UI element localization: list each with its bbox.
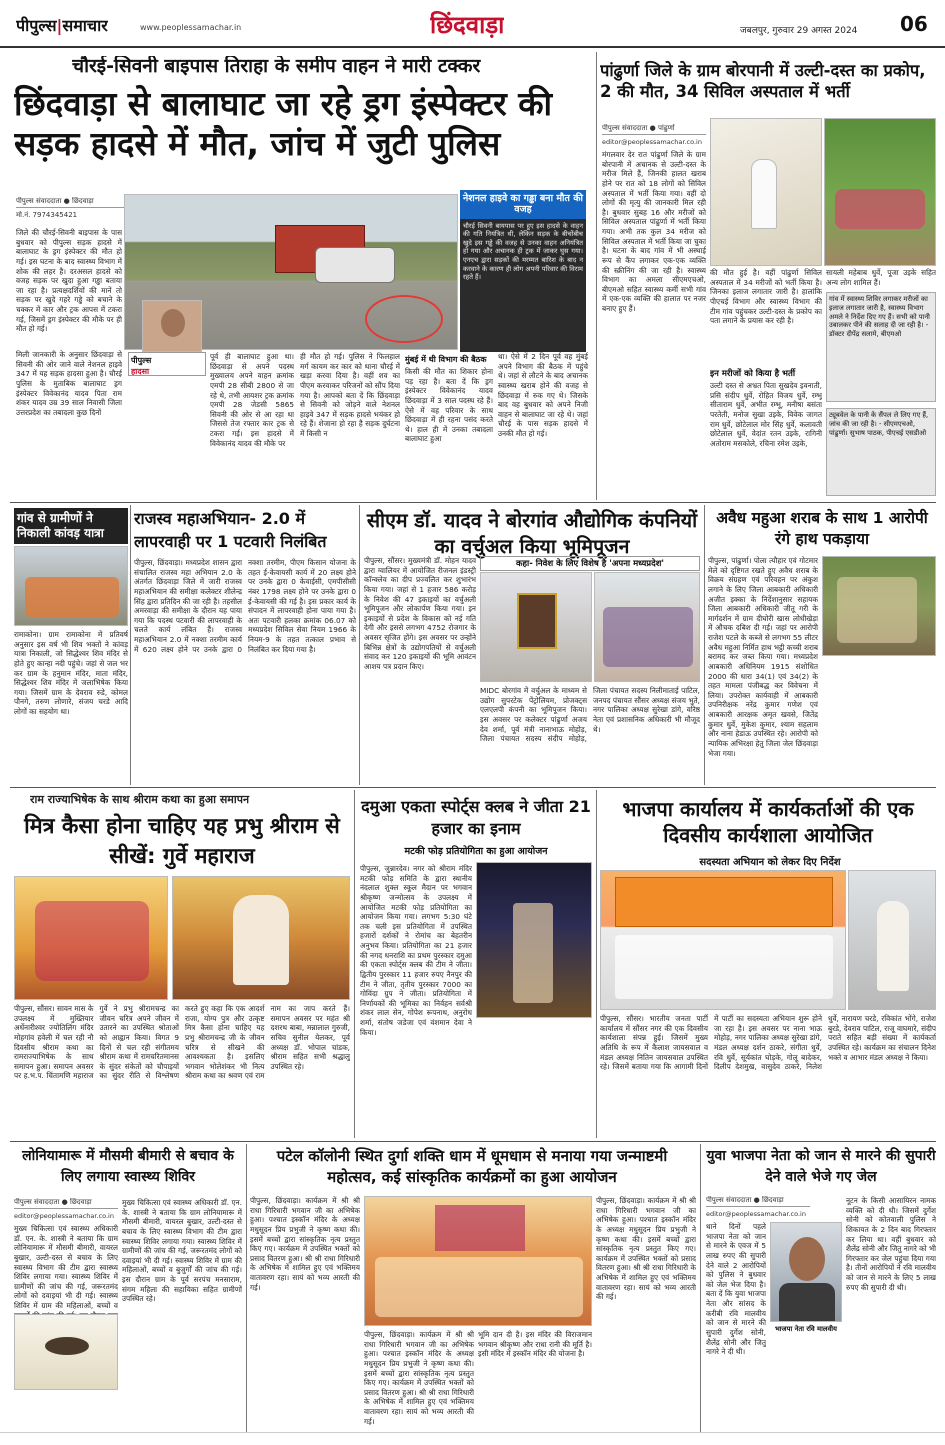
brand-name: पीपुल्स <box>16 16 57 35</box>
bjp-photo <box>600 870 846 1010</box>
bjp-sub: सदस्यता अभियान को लेकर दिए निर्देश <box>699 857 841 868</box>
health-headline: लोनियामारू में मौसमी बीमारी से बचाव के लिए लगाया स्वास्थ्य शिविर <box>22 1148 234 1185</box>
durga-headline: पटेल कॉलोनी स्थित दुर्गा शक्ति धाम में धूमधाम से मनाया गया जन्माष्टमी महोत्सव, कई सांस्कृतिक कार्यक्रमों का हुआ आयोजन <box>276 1147 668 1187</box>
liquor-headline: अवैध महुआ शराब के साथ 1 आरोपी रंगे हाथ पकड़ाया <box>716 509 928 548</box>
bjp-text: पीपुल्स, सौंसर। भारतीय जनता पार्टी कार्यालय में सौंसर नगर की एक दिवसीय कार्यशाला संपन्न हुई। जिसमें मुख्य अतिथि के रूप में कैलाश जायसवाल व मंडल अध्यक्ष नितिन जायसवाल उपस्थित रहे। जिसमें बताया गया कि आगामी दिनों में पार्टी का सदस्यता अभियान शुरू होने जा रहा है। इस अवसर पर नाना भाऊ मोहोड़, नगर पालिका अध्यक्ष सुरेखा डांगे, मंडल अध्यक्ष दर्शन ठाकरे, संगीता धुर्वे, रवि धुर्वे, सूर्यकांत घोड़के, गोलू बादेकर, दिलीप देशमुख, वासुदेव ठाकरे, निलेश धुर्वे, नारायण चरडे, रविकांत भोंगे, राजेश बुरडे, देवराव पाटिल, राजू वाघमारे, संदीप पराते सहित बड़ी संख्या में कार्यकर्ता उपस्थित रहे। कार्यक्रम का संचालन दिनेश भक्ते व आभार मंडल अध्यक्ष ने किया। <box>600 1014 936 1072</box>
lead-side-box <box>460 190 586 352</box>
deity-figures <box>35 901 149 981</box>
pandhurna-byline: पीपुल्स संवाददाता ● पांढुर्णा <box>602 124 706 135</box>
pandhurna-col3-wrap <box>710 366 822 498</box>
pandhurna-col4: सायली महेबाब धुर्वे, पूजा उइके सहित अन्य लोग शामिल हैं। <box>826 268 936 287</box>
masthead <box>0 0 945 48</box>
revenue-text: पीपुल्स, छिंदवाड़ा। मध्यप्रदेश शासन द्वारा संचालित राजस्व महा अभियान 2.0 के अंतर्गत छिंदवाड़ा जिले में जारी राजस्व महाअभियान की समीक्षा कलेक्टर शीलेन्द्र सिंह द्वारा प्रतिदिन की जा रही है। तहसील अमरवाड़ा की समीक्षा के दौरान यह पाया गया कि पदस्थ पटवारी की लापरवाही के चलते कार्य लंबित हैं। राजस्व महाअभियान 2.0 में नक्शा तरमीम कार्य में 620 लक्ष्य होने पर उनके द्वारा 0 नक्शा तरमीम, पीएम किसान योजना के तहत ई-केवायसी कार्य में 20 लक्ष्य होने पर उनके द्वारा 0 केवाईसी, एमपीसीसी नंबर 1798 लक्ष्य होने पर उनके द्वारा 0 ई-केवायसी की गई है। इस प्रकार कार्य के संपादन में लापरवाही होना पाया गया है। अतः पटवारी हलका क्रमांक 06.07 को मध्यप्रदेश सिविल सेवा नियम 1966 के नियम-9 के तहत तत्काल प्रभाव से निलंबित कर दिया गया है। <box>134 558 356 654</box>
cm-caption: MIDC बोरगांव में वर्चुअल के माध्यम से उद्योग सुपरटेक पेंट्रोलियम, प्रोजक्ट्स एलएलपी कंपनी का भूमिपूजन किया। इस अवसर पर कलेक्टर पांढुर्णा अजय देव शर्मा, पूर्व मंत्री नानाभाऊ मोहोड़, जिला पंचायत सदस्य संदीप मोहोड़, जिला पंचायत सदस्य निलीमाताई पाटिल, जनपद पंचायत सौंसर अध्यक्ष संजय भुते, नगर पालिका अध्यक्ष सुरेखा डांगे, वरिष्ठ नेता एवं प्रशासनिक अधिकारी भी मौजूद थे। <box>480 686 700 744</box>
pandhurna-photo-2 <box>824 118 936 266</box>
victim-photo <box>142 300 202 352</box>
revenue-headline: राजस्व महाअभियान- 2.0 में लापरवाही पर 1 पटवारी निलंबित <box>134 509 327 551</box>
pandhurna-email: editor@peoplessamachar.co.in <box>602 138 702 146</box>
bjp-youth-caption: भाजपा नेता रवि मालवीय <box>775 1325 837 1333</box>
stage-backdrop <box>435 1205 525 1251</box>
ram-photo-2 <box>172 876 350 1000</box>
human-pyramid <box>513 903 553 1003</box>
lead-brand-tag <box>128 352 206 376</box>
pandhurna-box1: गांव में स्वास्थ्य शिविर लगाकर मरीजों का इलाज लगातार जारी है, स्वास्थ्य विभाग अमले ने निर्देश दिए गए हैं। सभी को पानी उबालकर पीने की सलाह दी जा रही है। - डॉक्टर दीपेंद्र सलामे, बीएमओ <box>826 292 936 402</box>
health-email: editor@peoplessamachar.co.in <box>14 1212 114 1220</box>
bjp-youth-photo <box>770 1222 842 1322</box>
pandhurna-box2: ट्यूबवेल के पानी के सैंपल ले लिए गए हैं, जांच की जा रही है। - सीएमएचओ, पांढुर्णा। सुभाष पाठक, पीएचई एसडीओ <box>826 408 936 496</box>
lead-kicker: चौरई-सिवनी बाइपास तिराहा के समीप वाहन ने मारी टक्कर <box>72 56 481 77</box>
lead-side-text: चौरई सिवनी बायपास पर हुए इस हादसे के वाहन की गति नियंत्रित थी, लेकिन सड़क के बीचोंबीच खुदे इस गड्ढे की वजह से उनका वाहन अनियंत्रित हो गया और अचानक ही ट्रक में जाकर घुस गया। एनएच द्वारा सड़कों की मरम्मत बारिश के बाद न करवाने के कारण ही लोग अपनी परिवार की विराम रहते हैं। <box>463 221 583 282</box>
dahi-text: पीपुल्स, जुन्नारदेव। नगर को श्रीराम मंदिर मटकी फोड़ समिति के द्वारा स्थानीय नंदलाल शुक्ल स्कूल मैदान पर भगवान श्रीकृष्ण जन्मोत्सव के उपलक्ष्य में आयोजित मटकी फोड़ प्रतियोगिता का आयोजन किया गया। लगभग 5:30 घंटे तक चली इस प्रतियोगिता में उपस्थित हजारों दर्शकों ने रोमांच का बेहतरीन अनुभव किया। प्रतियोगिता का 21 हजार की नगद धनराशि का प्रथम पुरस्कार दमुआ की एकता स्पोर्ट्स क्लब की टीम ने जीता। द्वितीय पुरस्कार 11 हजार रुपए नैनपुर की टीम ने जीता, तृतीय पुरस्कार 7000 का गोविंदा ग्रुप ने जीता। प्रतियोगिता में निर्णायकों की भूमिका का निर्वहन सर्वश्री शंकर लाल सेन, गोपेश रूपनाथ, अनुरोध शर्मा, संतोष जडेजा एवं वंशमान देवा ने किया। <box>360 864 472 1037</box>
bjp-workers-group <box>615 935 833 999</box>
village-photo <box>14 546 128 626</box>
pandhurna-sub: इन मरीजों को किया है भर्ती <box>710 369 796 379</box>
footer-color-bar <box>0 1432 945 1445</box>
cm-text: पीपुल्स, सौंसर। मुख्यमंत्री डॉ. मोहन यादव द्वारा ग्वालियर में आयोजित रीजनल इंडस्ट्री कॉन्क्लेव का दीप प्रज्वलित कर शुभारंभ किया गया। जहां से 1 हजार 586 करोड़ के निवेश की 47 इकाइयों का वर्चुअली भूमिपूजन और लोकार्पण किया गया। इन इकाइयों से प्रदेश के विकास को नई गति देगी और इससे लगभग 4752 रोजगार के अवसर सृजित होंगे। इस अवसर पर उन्होंने बिभिन्न क्षेत्रों के उद्योगपतियों से वर्चुअली संवाद कर 120 इकाइयों की भूमि आवंटन आशय पत्र प्रदान किए। <box>364 556 476 671</box>
website-url: www.peoplessamachar.in <box>140 23 242 32</box>
pandhurna-photo-1 <box>710 118 822 266</box>
durga-text-3: पीपुल्स, छिंदवाड़ा। कार्यक्रम में श्री श्री राधा गिरिधारी भगवान जी का अभिषेक हुआ। पश्चात इस्कॉन मंदिर के अध्यक्ष मधुसूदन प्रिय प्रभुजी ने कृष्ण कथा की। इसमें बच्चों द्वारा सांस्कृतिक नृत्य प्रस्तुत किए गए। कार्यक्रम में उपस्थित भक्तों को प्रसाद वितरण हुआ। श्री श्री राधा गिरिधारी के अभिषेक में शामिल हुए एवं भक्तिमय वातावरण रहा। सायं को भव्य आरती की गई। <box>596 1196 696 1302</box>
lead-col3-b: ही मौत हो गई। पुलिस ने फिलहाल मर्ग कायम कर कार को थाना चौरई में खड़ा करवा दिया है। वहीं शव का पीएम करवाकर परिजनों को सौंप दिया गया है। आपको बता दें कि छिंदवाड़ा से सिवनी को जोड़ने वाले नेशनल हाइवे 347 में सड़क हादसे भयंकर हो रहे हैं। शेजाना हो रहा है सड़क दुर्घटना में किसी न <box>300 352 400 438</box>
bjp-youth-text: थाने दिनों पहले भाजपा नेता को जान से मारने के एवज में 5 लाख रुपए की सुपारी देने वाले 2 आरोपियों को पुलिस ने बुधवार को जेल भेज दिया है। बता दें कि युवा भाजपा नेता और सांसद के करीबी रवि मालवीय को जान से मारने की सुपारी दुर्गेश सोनी, शैलेंद्र सोनी और जितु नागरे ने दी थी। <box>706 1222 766 1357</box>
lead-tag: हादसा <box>131 367 150 376</box>
lead-headline: छिंदवाड़ा से बालाघाट जा रहे ड्रग इंस्पेक्टर की सड़क हादसे में मौत, जांच में जुटी पुलिस <box>14 84 553 164</box>
dateline: जबलपुर, गुरुवार 29 अगस्त 2024 <box>740 26 858 36</box>
bjp-youth-headline: युवा भाजपा नेता को जान से मारने की सुपारी देने वाले भेजे गए जेल <box>706 1148 936 1185</box>
ram-text: पीपुल्स, सौंसर। सावन मास के उपलक्ष्य में मुख्तियार अर्धेनारीश्वर ज्योतिलिंग मंदिर मोहगांव हवेली में चल रही नौ दिवसीय श्रीराम कथा का रामराज्याभिषेक के साथ समापन हुआ। समापन अवसर पर ह.भ.प. चिंतामणि महाराज गुर्वे ने प्रभु श्रीरामचन्द्र का जीवन चरित्र अपने जीवन में उतारने का उपस्थित श्रोताओं को आह्वान किया। विगत 9 दिनों से चल रही संगीतमय श्रीराम कथा में रामचरितमानस के सुंदर संकेतों को चौपाइयों का सुंदर रीति से विश्लेषण करते हुए कहा कि एक आदर्श राजा, योग्य पुत्र और उत्कृष्ट मित्र कैसा होना चाहिए यह प्रभु श्रीरामचन्द्र जी के जीवन चरित्र से सीखने की आवश्यकता है। इसलिए भगवान भोलेशंकर भी नित्य श्रीराम कथा का श्रवण एवं राम नाम का जाप करते हैं। समापन अवसर पर महंत श्री दशरथ बाबा, मन्नालाल गुरुजी, सचिव सुनील येलकर, पूर्व अध्यक्ष डॉ. भोपाल चांडक, श्रीराम सहित सभी श्रद्धालु उपस्थित रहे। <box>14 1004 350 1081</box>
bjp-youth-email: editor@peoplessamachar.co.in <box>706 1210 806 1218</box>
pandhurna-col2: की मौत हुई है। वहीं पांढुर्णा सिविल अस्पताल में 34 मरीजों को भर्ती किया है। जिनका इलाज लगातार जारी है। हालांकि पीएचई विभाग और स्वास्थ्य विभाग की टीम गांव पहुंचकर उल्टी-दस्त के प्रकोप का पता लगाने के प्रयास कर रही है। <box>710 268 822 326</box>
cm-photo-1 <box>480 572 592 682</box>
village-crowd <box>835 189 925 229</box>
ram-headline: मित्र कैसा होना चाहिए यह प्रभु श्रीराम से सीखें: गुर्वे महाराज <box>24 814 340 870</box>
ram-photo-1 <box>14 876 168 1000</box>
excise-officers <box>837 577 917 643</box>
lead-mobile: मो.नं. 7974345421 <box>16 211 78 219</box>
lead-col1b: मिली जानकारी के अनुसार छिंदवाड़ा से सिवनी की ओर जाने वाले नेशनल हाइवे 347 में यह सड़क हादसा हुआ है। चौरई पुलिस के मुताबिक बालाघाट ड्रग इंस्पेक्टर विवेकानंद यादव पिता राम शंकर यादव उम्र 39 साल निवासी जिला उत्तरप्रदेश का तबादला कुछ दिनों <box>16 350 122 417</box>
cm-photo-2 <box>594 572 700 682</box>
health-byline: पीपुल्स संवाददाता ● छिंदवाड़ा <box>14 1198 118 1209</box>
section-title: छिंदवाड़ा <box>430 11 505 39</box>
lead-col5: था। ऐसे में 2 दिन पूर्व वह मुंबई अपने विभाग की बैठक में पहुंचे थे। जहां से लौटने के बाद अचानक स्वास्थ्य खराब होने की वजह से छिंदवाड़ा में रुक गए थे। जिसके बाद वह बुधवार को अपने निजी वाहन से बालाघाट जा रहे थे। जहां चौरई के पास सड़क हादसे में उनकी मौत हो गई। <box>498 352 588 438</box>
victim-face-icon <box>161 309 185 337</box>
pothole-circle <box>365 295 443 343</box>
durga-text: पीपुल्स, छिंदवाड़ा। कार्यक्रम में श्री श्री राधा गिरिधारी भगवान जी का अभिषेक हुआ। पश्चात इस्कॉन मंदिर के अध्यक्ष मधुसूदन प्रिय प्रभुजी ने कृष्ण कथा की। इसमें बच्चों द्वारा सांस्कृतिक नृत्य प्रस्तुत किए गए। कार्यक्रम में उपस्थित भक्तों को प्रसाद वितरण हुआ। श्री श्री राधा गिरिधारी के अभिषेक में शामिल हुए एवं भक्तिमय वातावरण रहा। सायं को भव्य आरती की गई। <box>250 1196 360 1292</box>
health-text: मुख्य चिकित्सा एवं स्वास्थ्य अधिकारी डॉ. एन. के. शास्त्री ने बताया कि ग्राम लोनियामारू में मौसमी बीमारी, वायरल बुखार, उल्टी-दस्त से बचाव के लिए स्वास्थ्य विभाग की टीम द्वारा स्वास्थ्य शिविर लगाया गया। स्वास्थ्य शिविर में ग्रामीणों की जांच की गई, जरूरतमंद लोगों को दवाइयां भी दी गई। स्वास्थ्य शिविर में ग्राम की महिलाओं, बच्चों व <box>14 1224 118 1310</box>
bjp-youth-byline: पीपुल्स संवाददाता ● छिंदवाड़ा <box>706 1196 810 1207</box>
car-shape <box>315 247 395 283</box>
dahi-sub: मटकी फोड़ प्रतियोगिता का हुआ आयोजन <box>404 846 548 857</box>
pilgrims-group <box>25 577 119 617</box>
mosquito-icon <box>45 1337 89 1355</box>
lead-col4-sub: मुंबई में थी विभाग की बैठक <box>405 355 487 364</box>
bjp-headline: भाजपा कार्यालय में कार्यकर्ताओं की एक दिवसीय कार्यशाला आयोजित <box>622 797 914 848</box>
lead-side-caption: नेशनल हाइवे का गड्ढा बना मौत की वजह <box>460 190 586 219</box>
lead-byline: पीपुल्स संवाददाता ● छिंदवाड़ा <box>16 197 126 208</box>
bjp-banner <box>615 877 833 927</box>
health-text-2: मुख्य चिकित्सा एवं स्वास्थ्य अधिकारी डॉ. एन. के. शास्त्री ने बताया कि ग्राम लोनियामारू में मौसमी बीमारी, वायरल बुखार, उल्टी-दस्त से बचाव के लिए स्वास्थ्य विभाग की टीम द्वारा स्वास्थ्य शिविर लगाया गया। स्वास्थ्य शिविर में ग्रामीणों की जांच की गई, जरूरतमंद लोगों को दवाइयां भी दी गई। स्वास्थ्य शिविर में ग्राम की महिलाओं, बच्चों व बुजुर्गों की जांच की गई। इस दौरान ग्राम के पूर्व सरपंच मनसाराम, संगम महिला की सहायिका सहित ग्रामीणों उपस्थित रहे। <box>122 1198 242 1304</box>
page-number: 06 <box>900 12 928 36</box>
durga-photo <box>364 1196 592 1326</box>
doctor-figure <box>751 159 777 229</box>
brand-name-2: समाचार <box>62 16 108 35</box>
masthead-brand: पीपुल्स|समाचार <box>16 16 108 35</box>
cm-headline: सीएम डॉ. यादव ने बोरगांव औद्योगिक कंपनियों का वर्चुअल किया भूमिपूजन <box>366 509 698 558</box>
bjp-leader-figure <box>877 901 909 991</box>
bjp-photo-2 <box>848 870 936 1010</box>
village-headline: गांव से ग्रामीणों ने निकाली कांवड़ यात्रा <box>14 508 128 544</box>
liquor-text: पीपुल्स, पांढुर्णा। पोला त्यौहार एवं गोटमार मेले को दृष्टिगत रखते हुए अवैध शराब के विक्रय संग्रहण एवं परिवहन पर अंकुश लगाने के लिए जिला आबकारी अधिकारी अजीत इक्का के निर्देशानुसार सहायक जिला आबकारी अधिकारी जीतू गरी के मार्गदर्शन में ग्राम दीघोरी खास लोधीखेड़ा में औचक दबिश दी गई। जहां पर आरोपी राजेश पटले के कब्जे से लगभग 55 लीटर अवैध महुआ निर्मित हाथ भट्ठी कच्ची शराब बरामद कर जब्त किया गया। मध्यप्रदेश आबकारी अधिनियम 1915 संशोधित 2000 की धारा 34(1) एवं 34(2) के तहत मामला पंजीबद्ध कर विवेचना में लिया। उपरोक्त कार्यवाही में आबकारी उपनिरीक्षक नरेंद्र कुमार गणेश एवं आबकारी आरक्षक अमृत खवसे, जितेंद्र कुमार धुर्वे, मुकेश कुमार, श्याम सहलाम और नाना हेडाऊ उपस्थित रहे। आरोपी को न्यायिक अभिरक्षा हेतु जिला जेल छिंदवाड़ा भेजा गया। <box>708 556 818 758</box>
cm-sub: कहा- निवेश के लिए विशेष है 'अपना मध्यप्रदेश' <box>480 556 700 571</box>
maharaj-figure <box>233 895 289 985</box>
mosquito-image <box>14 1314 118 1390</box>
foundation-plaque <box>517 593 557 649</box>
lead-col4-wrap <box>405 352 493 496</box>
durga-text-2: पीपुल्स, छिंदवाड़ा। कार्यक्रम में श्री श्री राधा गिरिधारी भगवान जी का अभिषेक हुआ। पश्चात इस्कॉन मंदिर के अध्यक्ष मधुसूदन प्रिय प्रभुजी ने कृष्ण कथा की। इसमें बच्चों द्वारा सांस्कृतिक नृत्य प्रस्तुत किए गए। कार्यक्रम में उपस्थित भक्तों को प्रसाद वितरण हुआ। श्री श्री राधा गिरिधारी के अभिषेक में शामिल हुए एवं भक्तिमय वातावरण रहा। सायं को भव्य आरती की गई। <box>364 1330 474 1426</box>
durga-caption: भूमि दान दी है। इस मंदिर की विराजमान भगवान श्रीकृष्ण और राधा रानी की मूर्ति है। इसी मंदिर में इस्कॉन मंदिर की योजना है। <box>478 1330 592 1359</box>
bjp-youth-text-2: नूटन के किसी आसायिरन नामक व्यक्ति को दी थी। जिसमें दुर्गेश सोनी को कोतवाली पुलिस ने शिकायत के 2 दिन बाद गिरफ्तार कर लिया था। वहीं बुधवार को शैलेंद्र सोनी और जितु नागरे को भी गिरफ्तार कर जेल पहुंचा दिया गया है। तीनों आरोपियों ने रवि मालवीय को जान से मारने के लिए 5 लाख रुपए की सुपारी दी थी। <box>846 1196 936 1292</box>
dahi-headline: दमुआ एकता स्पोर्ट्स क्लब ने जीता 21 हजार का इनाम <box>361 797 591 839</box>
ram-kicker: राम राज्याभिषेक के साथ श्रीराम कथा का हुआ समापन <box>30 793 250 806</box>
pandhurna-headline: पांढुर्णा जिले के ग्राम बोरपानी में उल्टी-दस्त का प्रकोप, 2 की मौत, 34 सिविल अस्पताल में भर्ती <box>600 61 926 102</box>
devotees-gathering <box>375 1257 583 1317</box>
portrait-face <box>789 1237 825 1281</box>
dahi-photo <box>476 862 592 1018</box>
lead-col1: जिले की चौरई-सिवनी बाइपास के पास बुधवार को पीपुल्स सड़क हादसे में बालाघाट के ड्रग इंस्पेक्टर की मौत हो गई। इस घटना के बाद स्वास्थ्य विभाग में शोक की लहर है। दरअसल हादसे को वजह सड़क पर खुदा हुआ गड्ढा बताया जा रहा है। प्रत्यक्षदर्शियों की मानें तो सड़क पर खुदे गहरे गड्ढे को बचाने के चक्कर में कार और ट्रक आपस में टकरा गई, जिसमें ड्रग इंस्पेक्टर की मौके पर ही मौत हो गई। <box>16 228 122 334</box>
village-text: रामाकोना। ग्राम रामाकोना में प्रतिवर्ष अनुसार इस वर्ष भी शिव भक्तों ने कांवड़ यात्रा निकाली, जो सिद्धेश्वर शिव मंदिर से होते हुए कान्हा नदी पहुंचे। जहां से जल भर कर ग्राम के हनुमान मंदिर, माता मंदिर, सिद्धेश्वर शिव मंदिर में जलाभिषेक किया गया। जिसमें ग्राम के देवराव रुडे, कोमल पौनगे, तरुण लोणारे, संजय चरडे आदि लोगों का सहयोग था। <box>14 630 128 716</box>
portrait-shirt <box>779 1283 835 1322</box>
liquor-photo <box>822 556 936 656</box>
lead-brand-text: पीपुल्स <box>131 356 152 365</box>
lead-col2: पूर्व ही बालाघाट हुआ था। छिंदवाड़ा से अपने पदस्थ मुख्यालय अपने वाहन क्रमांक एमपी 28 सीबी 2800 से जा रहे थे, तभी आयशर ट्रक क्रमांक एमपी 28 जेडसी 5865 सिवनी की ओर से आ रहा था जिससे तेज रफ्तार कार ट्रक से टकरा गई। इस हादसे में विवेकानंद यादव की मौके पर <box>210 352 294 448</box>
pandhurna-col3: उल्टी दस्त से अभ्रत पिता सुखदेव इवनाती, प्रसि संदीप धुर्वे, रोहित विजय धुर्वे, रम्भू सीताराम धुर्वे, अभीत रम्भू, मनीषा बसंता परतेती, मनोज सुखा उइके, विवेक जागत राम धुर्वे, छोटेलाल मोर सिंह धुर्वे, कलावती छोटेलाल धुर्वे, वेदांत रतन उइके, रागिनी अतोराम मसकोले, रचिना रमेश उइके, <box>710 381 822 448</box>
officials-group <box>603 607 693 667</box>
lead-col4: किसी की मौत का शिकार होना पड़ रहा है। बता दें कि ड्रग इंस्पेक्टर विवेकानंद यादव छिंदवाड़ा में 3 साल पदस्थ रहे हैं। ऐसे में वह परिवार के साथ छिंदवाड़ा में ही रहना पसंद करते थे। हाल ही में उनका तबादला बालाघाट हुआ <box>405 367 493 444</box>
pandhurna-col1: मंगलवार देर रात पांढुर्णा जिले के ग्राम बोरपानी में अचानक से उल्टी-दस्त के मरीज मिले हैं, जिनकी हालत खराब होने पर रात को 18 लोगों को सिविल अस्पताल में भर्ती किया गया। वहीं दो लोगों की मृत्यु की जानकारी मिल रही है। बुधवार सुबह 16 और मरीजों को सिविल अस्पताल पांढुर्णा में भर्ती किया गया। अभी तक कुल 34 मरीज को सिविल अस्पताल में भर्ती किया जा चुका है। घटना के बाद गांव में भी अस्थाई रूप से कैंप लगाकर एक-एक व्यक्ति की स्क्रीनिंग की जा रही है। स्वास्थ्य विभाग का अमला सीएमएचओ, बीएमओ सहित स्वास्थ्य कर्मी सभी गांव में एक-एक व्यक्ति की हालात पर नजर बनाए हुए हैं। <box>602 150 706 313</box>
